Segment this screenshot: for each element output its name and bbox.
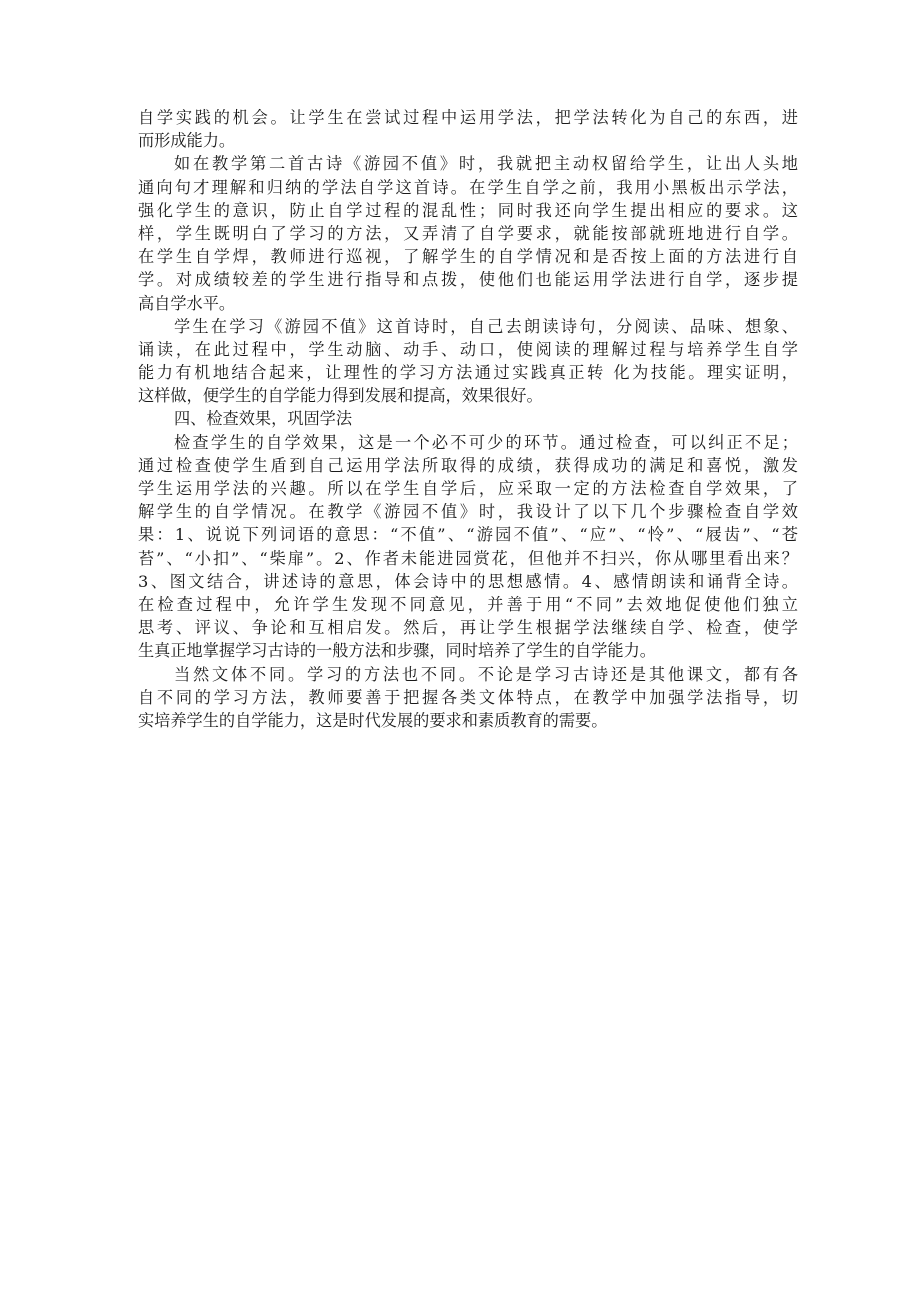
document-body [138,106,798,732]
text-line: 在学生自学焊，教师进行巡视，了解学生的自学情况和是否按上面的方法进行自 [138,247,798,267]
section-heading: 四、检查效果，巩固学法 [174,409,353,429]
text-line: 苔”、“小扣”、“柴扉”。2、作者未能进园赏花，但他并不扫兴，你从哪里看出来？ [138,548,798,568]
text-line: 样，学生既明白了学习的方法，又弄清了自学要求，就能按部就班地进行自学。 [138,223,798,243]
text-line: 学。对成绩较差的学生进行指导和点拨，使他们也能运用学法进行自学，逐步提 [138,270,798,290]
text-line: 实培养学生的自学能力，这是时代发展的要求和素质教育的需要。 [138,710,608,730]
text-line: 果：1、说说下列词语的意思：“不值”、“游园不值”、“应”、“怜”、“屐齿”、“苍 [138,525,798,545]
text-line: 思考、评议、争论和互相启发。然后，再让学生根据学法继续自学、检查，使学 [138,618,798,638]
text-line: 强化学生的意识，防止自学过程的混乱性；同时我还向学生提出相应的要求。这 [138,200,798,220]
text-line: 诵读，在此过程中，学生动脑、动手、动口，使阅读的理解过程与培养学生自学 [138,339,798,359]
paragraph-start-line: 检查学生的自学效果，这是一个必不可少的环节。通过检查，可以纠正不足； [174,432,798,452]
text-line: 自学实践的机会。让学生在尝试过程中运用学法，把学法转化为自己的东西，进 [138,108,798,127]
text-line: 在检查过程中，允许学生发现不同意见，并善于用“不同”去效地促使他们独立 [138,594,798,614]
text-line: 解学生的自学情况。在教学《游园不值》时，我设计了以下几个步骤检查自学效 [138,502,798,522]
text-line: 高自学水平。 [138,293,236,313]
text-line: 而形成能力。 [138,131,236,151]
paragraph-start-line: 当然文体不同。学习的方法也不同。不论是学习古诗还是其他课文，都有各 [174,664,798,684]
paragraph-start-line: 如在教学第二首古诗《游园不值》时，我就把主动权留给学生，让出人头地 [174,154,798,174]
text-line: 3、图文结合，讲述诗的意思，体会诗中的思想感情。4、感情朗读和诵背全诗。 [138,571,798,591]
text-line: 这样做，便学生的自学能力得到发展和提高，效果很好。 [138,386,543,406]
text-line: 学生运用学法的兴趣。所以在学生自学后，应采取一定的方法检查自学效果，了 [138,479,798,498]
text-line: 通过检查使学生盾到自己运用学法所取得的成绩，获得成功的满足和喜悦，激发 [138,455,798,475]
text-line: 生真正地掌握学习古诗的一般方法和步骤，同时培养了学生的自学能力。 [138,641,656,661]
text-line: 自不同的学习方法，教师要善于把握各类文体特点，在教学中加强学法指导，切 [138,687,798,707]
paragraph-start-line: 学生在学习《游园不值》这首诗时，自己去朗读诗句，分阅读、品味、想象、 [174,316,798,336]
text-line: 能力有机地结合起来，让理性的学习方法通过实践真正转 化为技能。理实证明， [138,363,798,383]
text-line: 通向句才理解和归纳的学法自学这首诗。在学生自学之前，我用小黑板出示学法， [138,177,798,197]
